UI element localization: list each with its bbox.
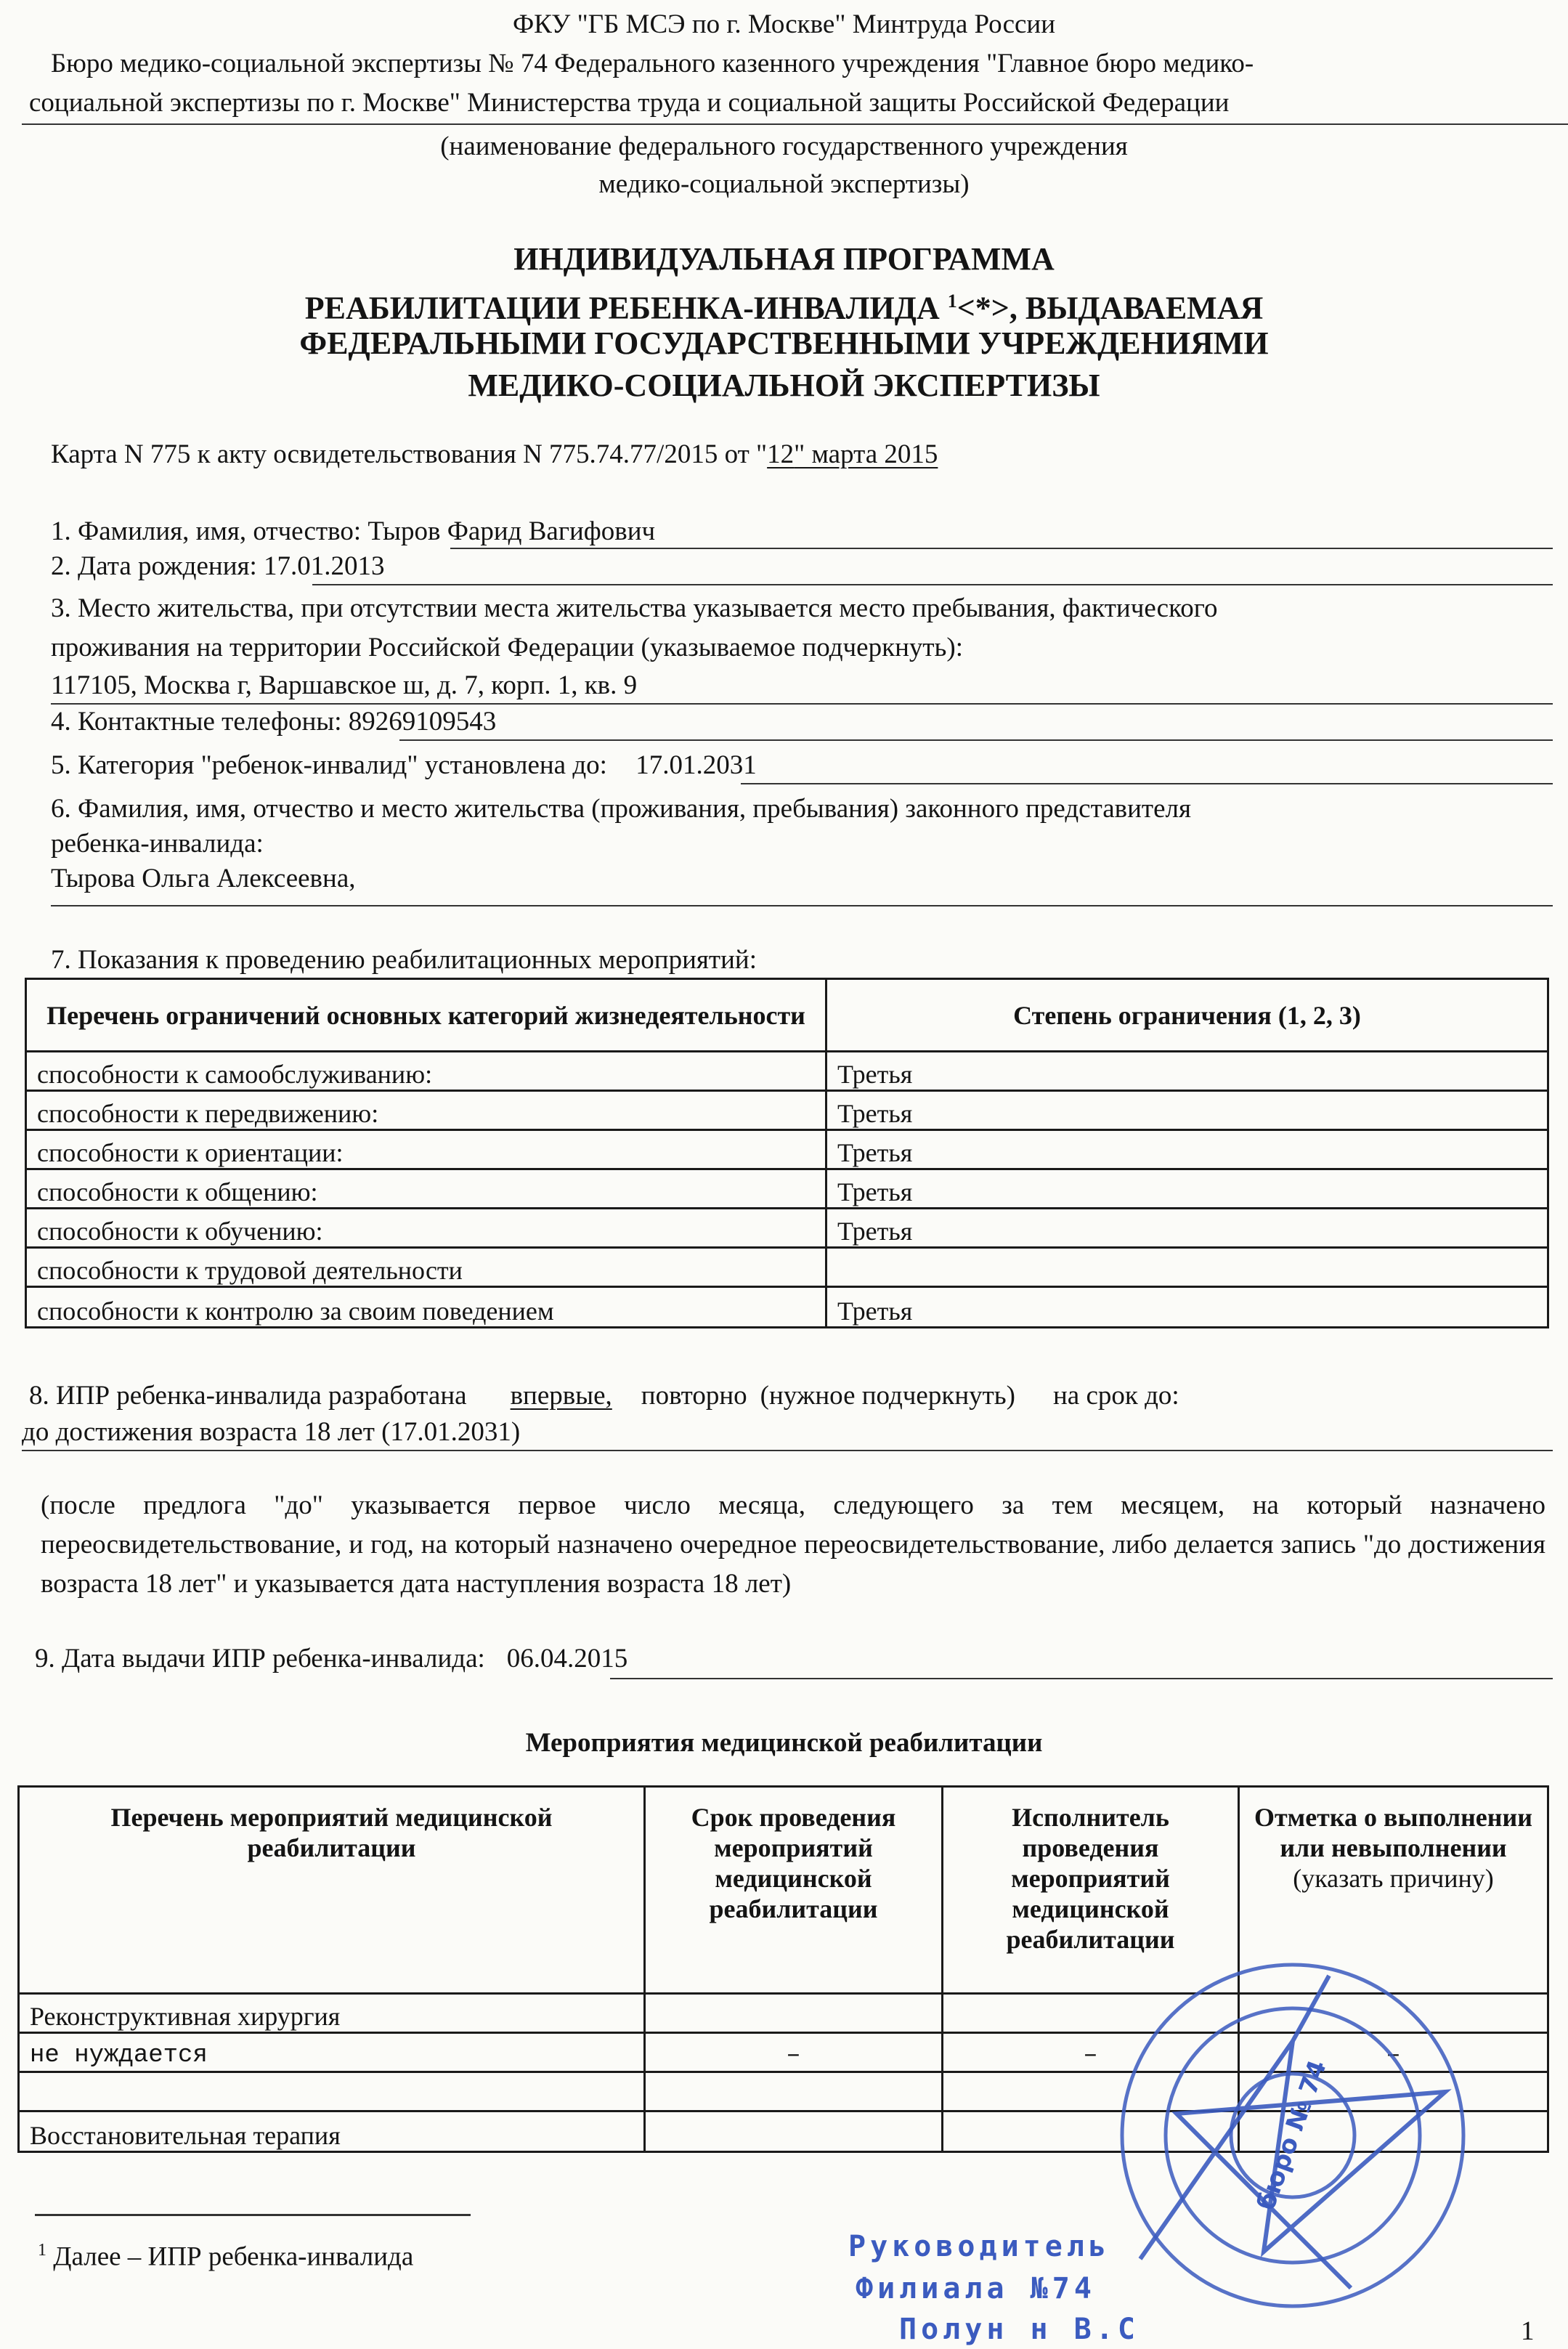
org-name-underline — [22, 123, 1568, 125]
table-row: Восстановительная терапия — [19, 2111, 1548, 2152]
field-2-underline — [312, 584, 1553, 585]
med-rehab-col-executor: Исполнитель проведения мероприятий медицинской реабилитации — [943, 1787, 1239, 1994]
org-caption-line1: (наименование федерального государственного учреждения — [440, 131, 1128, 161]
doc-title-line4: МЕДИКО-СОЦИАЛЬНОЙ ЭКСПЕРТИЗЫ — [468, 368, 1100, 403]
section-8-note: (после предлога "до" указывается первое число месяца, следующего за тем месяцем, на который назначено переосвидетельствование, и год, на который назначено очередное переосвидетельствование, либо делается запись "до достижения возраста 18 лет" и указывается дата наступления возраста 18 лет) — [41, 1490, 1545, 1599]
doc-title-line1: ИНДИВИДУАЛЬНАЯ ПРОГРАММА — [513, 241, 1055, 277]
stamp-signatory-name: Полун н В.С — [899, 2313, 1140, 2346]
table-row: способности к общению: Третья — [26, 1169, 1548, 1209]
table-row: способности к контролю за своим поведением Третья — [26, 1287, 1548, 1328]
doc-title-line3: ФЕДЕРАЛЬНЫМИ ГОСУДАРСТВЕННЫМИ УЧРЕЖДЕНИЯМИ — [299, 325, 1269, 361]
limitations-col-category-header: Перечень ограничений основных категорий жизнедеятельности — [26, 979, 826, 1052]
seal-center-text: бюро № 74 — [1251, 2056, 1333, 2215]
section-9-underline — [610, 1678, 1553, 1679]
round-seal — [1111, 1947, 1474, 2324]
field-7-indications: 7. Показания к проведению реабилитационных мероприятий: — [51, 945, 757, 975]
table-row: способности к ориентации: Третья — [26, 1130, 1548, 1169]
table-row: способности к самообслуживанию: Третья — [26, 1052, 1548, 1091]
field-6-representative-line1: 6. Фамилия, имя, отчество и место жительства (проживания, пребывания) законного представителя — [51, 794, 1191, 824]
limitations-table-header — [26, 979, 1548, 1052]
page-number: 1 — [1521, 2316, 1535, 2346]
section-8-underline — [22, 1450, 1553, 1451]
section-8-term-value: до достижения возраста 18 лет (17.01.2031) — [22, 1417, 521, 1447]
field-1-underline — [450, 548, 1553, 549]
org-full-name-line1: Бюро медико-социальной экспертизы № 74 Федерального казенного учреждения "Главное бюро медико- — [51, 49, 1254, 78]
field-3-residence-line2: проживания на территории Российской Федерации (указываемое подчеркнуть): — [51, 633, 964, 662]
med-rehab-heading: Мероприятия медицинской реабилитации — [525, 1728, 1043, 1758]
field-4-phone: 4. Контактные телефоны: 89269109543 — [51, 707, 497, 737]
limitations-col-degree-header: Степень ограничения (1, 2, 3) — [826, 979, 1548, 1052]
table-row: способности к трудовой деятельности — [26, 1248, 1548, 1287]
footnote: $^1$ Далее – ИПР ребенка-инвалида — [38, 2241, 414, 2272]
field-2-birth-date: 2. Дата рождения: 17.01.2013 — [51, 551, 385, 581]
footnote-divider — [35, 2214, 471, 2216]
stamp-branch: Филиала №74 — [856, 2272, 1096, 2305]
doc-title-line2: РЕАБИЛИТАЦИИ РЕБЕНКА-ИНВАЛИДА $^1$<*>, ВЫДАВАЕМАЯ — [304, 290, 1264, 326]
org-short-name: ФКУ "ГБ МСЭ по г. Москве" Минтруда России — [512, 9, 1056, 39]
card-reference: Карта N 775 к акту освидетельствования N 775.74.77/2015 от "12" марта 2015 — [51, 439, 938, 469]
table-row: способности к передвижению: Третья — [26, 1091, 1548, 1130]
stamp-signatory-title: Руководитель — [848, 2230, 1110, 2263]
med-rehab-col-mark: Отметка о выполнении или невыполнении (указать причину) — [1239, 1787, 1548, 1994]
section-9-issue-date: 9. Дата выдачи ИПР ребенка-инвалида: 06.04.2015 — [35, 1644, 628, 1673]
table-row: способности к обучению: Третья — [26, 1209, 1548, 1248]
field-4-underline — [399, 739, 1553, 741]
med-rehab-col-measures: Перечень мероприятий медицинской реабилитации — [19, 1787, 645, 1994]
field-6-representative-line2: ребенка-инвалида: — [51, 829, 264, 859]
org-caption-line2: медико-социальной экспертизы) — [598, 169, 970, 199]
table-row: Реконструктивная хирургия — [19, 1994, 1548, 2033]
field-5-underline — [741, 783, 1553, 784]
limitations-table — [25, 978, 1549, 1328]
field-6-representative-name: Тырова Ольга Алексеевна, — [51, 864, 356, 893]
table-row: не нуждается – – – — [19, 2033, 1548, 2072]
field-3-residence-line1: 3. Место жительства, при отсутствии места жительства указывается место пребывания, фактического — [51, 593, 1218, 623]
field-3-underline — [51, 703, 1553, 705]
med-rehab-col-term: Срок проведения мероприятий медицинской реабилитации — [645, 1787, 943, 1994]
section-8-line: 8. ИПР ребенка-инвалида разработана впервые, повторно (нужное подчеркнуть) на срок до: — [29, 1381, 1179, 1411]
field-1-full-name: 1. Фамилия, имя, отчество: Тыров Фарид Вагифович — [51, 516, 656, 546]
org-full-name-line2: социальной экспертизы по г. Москве" Министерства труда и социальной защиты Российской Федерации — [29, 88, 1230, 118]
field-3-address: 117105, Москва г, Варшавское ш, д. 7, корп. 1, кв. 9 — [51, 670, 638, 700]
field-5-category-term: 5. Категория "ребенок-инвалид" установлена до: 17.01.2031 — [51, 750, 757, 780]
field-6-underline — [51, 905, 1553, 906]
